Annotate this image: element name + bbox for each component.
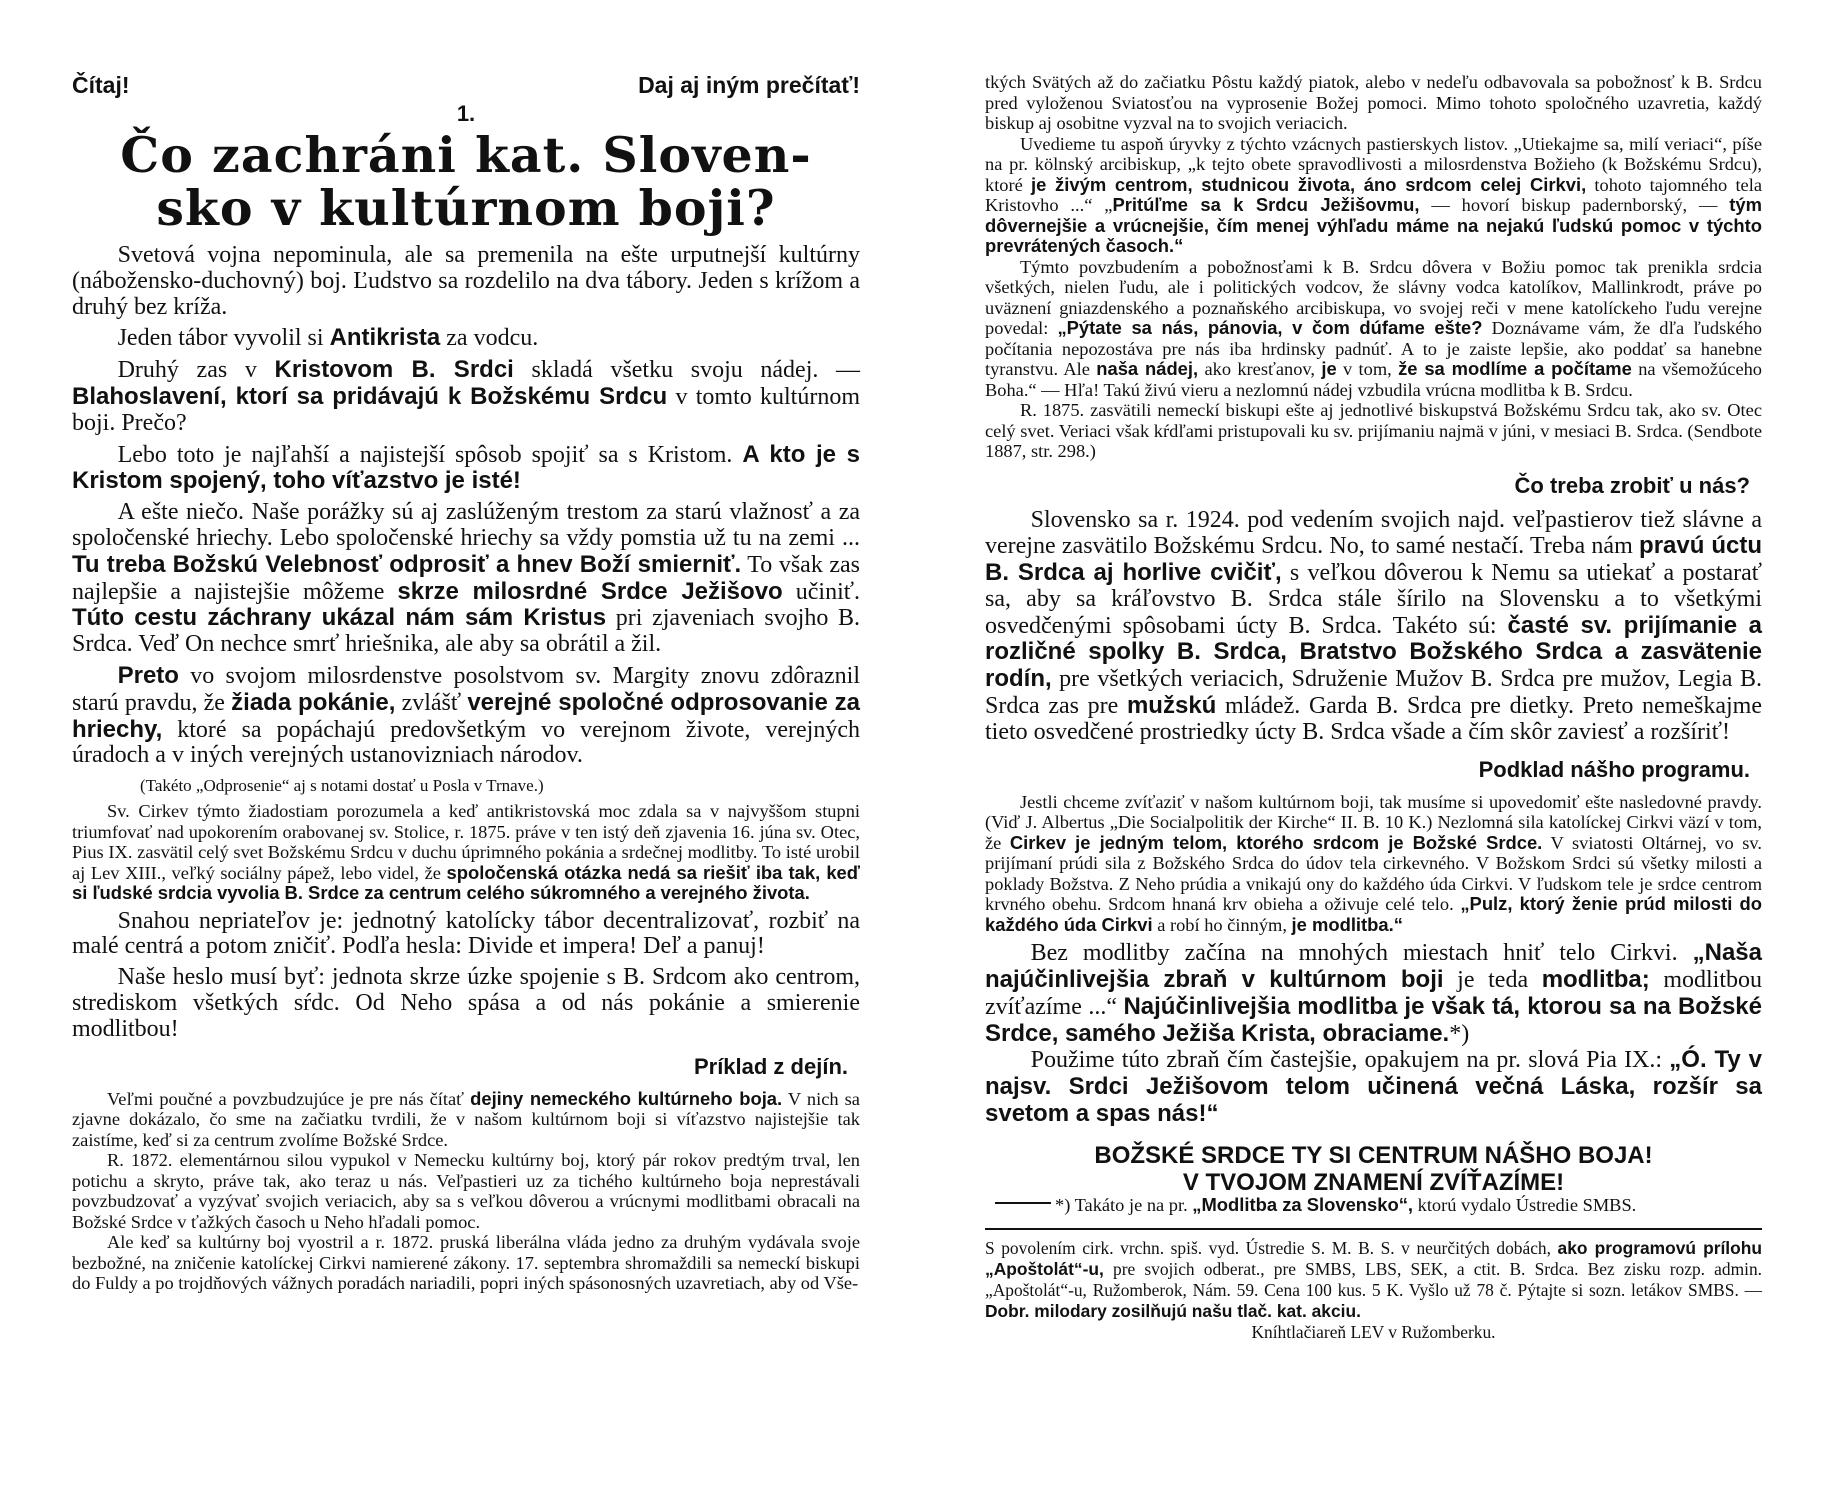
right-paragraph-1: tkých Svätých až do začiatku Pôstu každý piatok, alebo v nedeľu odbavovala sa pobožnosť k B. Srdcu pred vyloženou Sviatosťou na vyprosenie Božej pomoci. Mimo tohoto spoločného uzavretia, každý biskup aj osobitne vyzval na to svojich veriacich. <box>985 72 1762 133</box>
slogan <box>985 1142 1762 1196</box>
paragraph-7: Sv. Cirkev týmto žiadostiam porozumela a keď antikristovská moc zdala sa v najvyššom stupni triumfovať nad upokorením orabovanej sv. Stolice, r. 1875. práve v ten istý deň zjavenia 16. júna sv. Otec, Pius IX. zasvätil celý svet Božskému Srdcu v duchu úprimného pokánia a srdečnej modlitby. To isté urobil aj Lev XIII., veľký sociálny pápež, lebo videl, že spoločenská otázka nedá sa riešiť iba tak, keď si ľudské srdcia vyvolia B. Srdce za centrum celého súkromného a verejného života. <box>72 801 861 904</box>
paragraph-12: Ale keď sa kultúrny boj vyostril a r. 1872. pruská liberálna vláda jedno za druhým vydávala svoje bezbožné, na zničenie katolíckej Cirkvi namierené zákony. 17. septembra shromaždili sa nemeckí biskupi do Fuldy a po trojdňových vážnych poradách nariadili, popri iných spásonosných uzavretiach, aby od Vše- <box>72 1232 860 1294</box>
header-right: Daj aj iným prečítať! <box>638 72 860 98</box>
right-paragraph-2: Uvedieme tu aspoň úryvky z týchto vzácnych pastierskych listov. „Utiekajme sa, milí veriaci“, píše na pr. kölnský arcibiskup, „k tejto obete spravodlivosti a milosrdenstva Božieho (k Božskému Srdcu), ktoré je živým centrom, studnicou života, áno srdcom celej Cirkvi, tohoto tajomného tela Kristovho ...“ „Pritúľme sa k Srdcu Ježišovmu, — hovorí biskup padernborský, — tým dôvernejšie a vrúcnejšie, čím menej výhľadu máme na nejakú ľudskú pomoc v týchto prevrátených časoch.“ <box>985 133 1762 256</box>
printer-line: Kníhtlačiareň LEV v Ružomberku. <box>1251 1321 1496 1342</box>
right-paragraph-5: Slovensko sa r. 1924. pod vedením svojich najd. veľpastierov tiež slávne a verejne zasvätilo Božskému Srdcu. No, to samé nestačí. Treba nám pravú úctu B. Srdca aj horlive cvičiť, s veľkou dôverou k Nemu sa utiekať a postarať sa, aby sa kráľovstvo B. Srdca stále šírilo na Slovensku a to všetkými osvedčenými spôsobami úcty B. Srdca. Takéto sú: časté sv. prijímanie a rozličné spolky B. Srdca, Bratstvo Božského Srdca a zasvätenie rodín, pre všetkých veriacich, Sdruženie Mužov B. Srdca pre mužov, Legia B. Srdca zas pre mužskú mládež. Garda B. Srdca pre dietky. Preto nemeškajme tieto osvedčené prostriedky úcty B. Srdca všade a čím skôr zaviesť a rozšíriť! <box>985 506 1763 745</box>
paragraph-5: A ešte niečo. Naše porážky sú aj zaslúženým trestom za starú vlažnosť a za spoločenské hriechy. Lebo spoločenské hriechy sa vždy pomstia už tu na zemi ... Tu treba Božskú Velebnosť odprosiť a hnev Boží smierniť. To však zas najlepšie a najistejšie môžeme skrze milosrdné Srdce Ježišovo učiniť. Túto cestu záchrany ukázal nám sám Kristus pri zjaveniach svojho B. Srdca. Veď On nechce smrť hriešnika, ale aby sa obrátil a žil. <box>72 499 861 658</box>
paragraph-10: Veľmi poučné a povzbudzujúce je pre nás čítať dejiny nemeckého kultúrneho boja. V nich sa zjavne dokázalo, čo sme na začiatku tvrdili, že v našom kultúrnom boji si víťazstvo najistejšie tak zaistíme, keď si za centrum zvolíme Božské Srdce. <box>72 1087 860 1150</box>
imprint-divider <box>985 1228 1762 1230</box>
paragraph-8: Snahou nepriateľov je: jednotný katolícky tábor decentralizovať, rozbiť na malé centrá a potom zničiť. Podľa hesla: Divide et impera! Deľ a panuj! <box>72 907 860 960</box>
title-line-1: Čo zachráni kat. Sloven- <box>120 126 812 184</box>
slogan-line-1: BOŽSKÉ SRDCE TY SI CENTRUM NÁŠHO BOJA! <box>1094 1141 1653 1169</box>
paragraph-1: Svetová vojna nepominula, ale sa premenila na ešte urputnejší kultúrny (nábožensko-duchovný) boj. Ľudstvo sa rozdelilo na dva tábory. Jeden s krížom a druhý bez kríža. <box>72 242 860 320</box>
paragraph-4: Lebo toto je najľahší a najistejší spôsob spojiť sa s Kristom. A kto je s Kristom spojený, toho víťazstvo je isté! <box>72 440 860 495</box>
odprosenie-note: (Takéto „Odprosenie“ aj s notami dostať u Posla v Trnave.) <box>140 776 544 796</box>
right-paragraph-3: Týmto povzbudením a pobožnosťami k B. Srdcu dôvera v Božiu pomoc tak prenikla srdcia všetkých, nielen ľudu, ale i politických vodcov, že slávny vodca katolíkov, Mallinkrodt, práve po uväznení gniazdenského a poznaňského arcibiskupa, vo svojej reči v mene katolíckeho ľudu verejne povedal: „Pýtate sa nás, pánovia, v čom dúfame ešte? Doznávame vám, že dľa ľudského počítania nepozostáva pre nás iba hrdinsky padnúť. A to je zaiste lepšie, ako poddať sa hanebne tyranstvu. Ale naša nádej, ako kresťanov, je v tom, že sa modlíme a počítame na všemožúceho Boha.“ — Hľa! Takú živú vieru a nezlomnú nádej vzbudila vrúcna modlitba k B. Srdcu. <box>985 256 1762 400</box>
right-paragraph-7: Bez modlitby začína na mnohých miestach hniť telo Cirkvi. „Naša najúčinlivejšia zbraň v kultúrnom boji je teda modlitba; modlitbou zvíťazíme ...“ Najúčinlivejšia modlitba je však tá, ktorou sa na Božské Srdce, samého Ježiša Krista, obraciame.*) <box>985 939 1763 1047</box>
footnote: *) Takáto je na pr. „Modlitba za Slovensko“, ktorú vydalo Ústredie SMBS. <box>1055 1193 1637 1215</box>
paragraph-3: Druhý zas v Kristovom B. Srdci skladá všetku svoju nádej. — Blahoslavení, ktorí sa pridávajú k Božskému Srdcu v tomto kultúrnom boji. Prečo? <box>72 356 861 436</box>
section-heading-program: Podklad nášho programu. <box>1478 756 1750 782</box>
right-column <box>985 72 1762 1343</box>
left-column <box>72 72 860 1294</box>
paragraph-11: R. 1872. elementárnou silou vypukol v Nemecku kultúrny boj, ktorý pár rokov predtým trval, len potichu a skryto, práve tak, ako teraz u nás. Veľpastieri uz za tichého kultúrneho boja neprestávali povzbudzovať a vyzývať svojich veriacich, aby sa s veľkou dôverou a vrúcnymi modlitbami obracali na Božské Srdce v ťažkých časoch u Neho hľadali pomoc. <box>72 1150 860 1232</box>
title-line-2: sko v kultúrnom boji? <box>156 179 776 237</box>
imprint: S povolením cirk. vrchn. spiš. vyd. Ústredie S. M. B. S. v neurčitých dobách, ako programovú prílohu „Apoštolát“-u, pre svojich odberat., pre SMBS, LBS, SEK, a ctit. B. Srdca. Bez zisku rozp. admin. „Apoštolát“-u, Ružomberok, Nám. 59. Cena 100 kus. 5 K. Vyšlo už 78 č. Pýtajte si sozn. letákov SMBS. — Dobr. milodary zosilňujú našu tlač. kat. akciu. <box>985 1237 1762 1321</box>
header-left: Čítaj! <box>72 72 130 98</box>
section-heading-what-to-do: Čo treba zrobiť u nás? <box>1514 472 1750 498</box>
page-title <box>72 126 860 237</box>
slogan-line-2: V TVOJOM ZNAMENÍ ZVÍŤAZÍME! <box>1182 1168 1565 1196</box>
leaflet-number: 1. <box>456 101 476 126</box>
header-row <box>72 72 860 99</box>
right-paragraph-6: Jestli chceme zvíťaziť v našom kultúrnom boji, tak musíme si upovedomiť ešte nasledovné pravdy. (Viď J. Albertus „Die Socialpolitik der Kirche“ II. B. 10 K.) Nezlomná sila katolíckej Cirkvi väzí v tom, že Cirkev je jedným telom, ktorého srdcom je Božské Srdce. V sviatosti Oltárnej, vo sv. prijímaní prúdi sila z Božského Srdca do údov tela cirkevného. V Božskom Srdci sú všetky milosti a poklady Božstva. Z Neho prúdia a vnikajú ony do každého úda Cirkvi. V ľudskom tele je srdce centrom krvného obehu. Srdcom hnaná krv obieha a oživuje celé telo. „Pulz, ktorý ženie prúd milosti do každého úda Cirkvi a robí ho činným, je modlitba.“ <box>985 791 1762 935</box>
paragraph-6: Preto vo svojom milosrdenstve posolstvom sv. Margity znovu zdôraznil starú pravdu, že žiada pokánie, zvlášť verejné spoločné odprosovanie za hriechy, ktoré sa popáchajú predovšetkým vo verejnom živote, verejných úradoch a v iných verejných ustanovizniach národov. <box>72 661 860 769</box>
section-heading-history: Príklad z dejín. <box>693 1053 848 1079</box>
right-paragraph-4: R. 1875. zasvätili nemeckí biskupi ešte aj jednotlivé biskupstvá Božskému Srdcu tak, ako sv. Otec celý svet. Veriaci však kŕdľami pristupovali ku sv. prijímaniu najmä v júni, v mesiaci B. Srdca. (Sendbote 1887, str. 298.) <box>985 400 1762 461</box>
right-paragraph-8: Použime túto zbraň čím častejšie, opakujem na pr. slová Pia IX.: „Ó. Ty v najsv. Srdci Ježišovom telom učinená večná Láska, rozšír sa svetom a spas nás!“ <box>985 1046 1762 1127</box>
paragraph-2: Jeden tábor vyvolil si Antikrista za vodcu. <box>117 324 539 352</box>
paragraph-9: Naše heslo musí byť: jednota skrze úzke spojenie s B. Srdcom ako centrom, strediskom všetkých sŕdc. Od Neho spása a od nás pokánie a smierenie modlitbou! <box>72 964 860 1042</box>
